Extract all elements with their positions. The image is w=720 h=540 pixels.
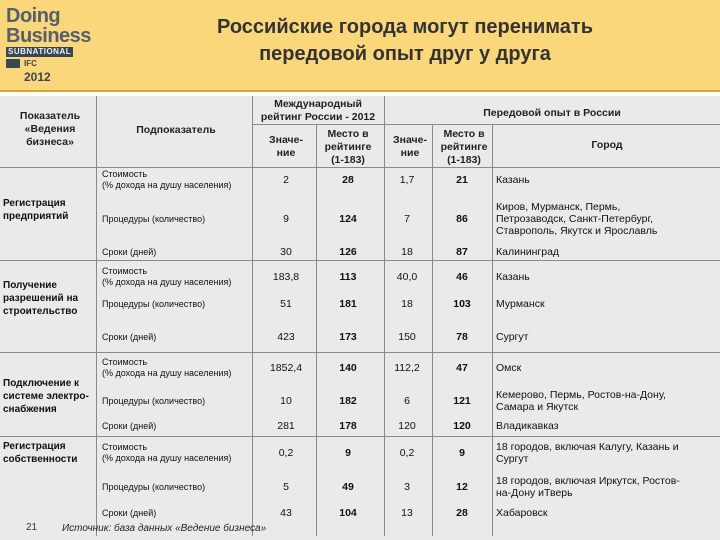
logo-line-business: Business: [6, 25, 91, 47]
logo-line-doing: Doing: [6, 5, 61, 27]
header-indicator: Показатель «Ведения бизнеса»: [19, 110, 81, 148]
header-rank: Место в рейтинге (1-183): [324, 128, 372, 166]
row-subindicator: Стоимость (% дохода на душу населения): [102, 357, 232, 378]
row-subindicator: Стоимость (% дохода на душу населения): [102, 266, 232, 287]
row-value: 281: [277, 420, 295, 432]
row-rank: 182: [339, 395, 357, 407]
doing-business-logo: [6, 4, 90, 82]
row-best-rank: 86: [456, 213, 468, 225]
row-rank: 140: [339, 362, 357, 374]
logo-line-subnational: SUBNATIONAL: [8, 47, 72, 56]
row-subindicator: Процедуры (количество): [102, 298, 206, 309]
row-rank: 113: [339, 271, 357, 283]
grid-line: [384, 96, 385, 536]
row-city: Сургут: [496, 331, 529, 343]
world-bank-icon: [6, 59, 20, 68]
group-electricity: Подключение к системе электро- снабжения: [3, 377, 89, 415]
row-best-value: 13: [401, 507, 413, 519]
row-value: 0,2: [278, 447, 294, 459]
row-rank: 178: [339, 420, 357, 432]
row-subindicator: Сроки (дней): [102, 420, 157, 431]
row-city: Владикавказ: [496, 420, 559, 432]
row-subindicator: Сроки (дней): [102, 331, 157, 342]
logo-ifc: IFC: [24, 59, 37, 68]
row-city: 18 городов, включая Иркутск, Ростов- на-Дону иТверь: [496, 475, 680, 499]
row-value: 10: [280, 395, 292, 407]
row-rank: 181: [339, 298, 357, 310]
row-value: 51: [280, 298, 292, 310]
grid-line: [252, 124, 720, 125]
row-best-value: 40,0: [396, 271, 418, 283]
row-city: Калининград: [496, 246, 560, 258]
row-city: 18 городов, включая Калугу, Казань и Сургут: [496, 441, 679, 465]
row-value: 2: [283, 174, 289, 186]
row-rank: 124: [339, 213, 357, 225]
header-best-value: Значе- ние: [393, 134, 427, 159]
row-city: Киров, Мурманск, Пермь, Петрозаводск, Санкт-Петербург, Ставрополь, Якутск и Ярославль: [496, 201, 658, 237]
row-best-value: 0,2: [399, 447, 415, 459]
row-rank: 49: [342, 481, 354, 493]
grid-line: [0, 260, 720, 261]
row-value: 183,8: [272, 271, 300, 283]
row-best-rank: 121: [453, 395, 471, 407]
row-best-value: 1,7: [399, 174, 415, 186]
source-note: Источник: база данных «Ведение бизнеса»: [62, 523, 267, 534]
row-best-rank: 21: [456, 174, 468, 186]
row-value: 423: [277, 331, 295, 343]
row-subindicator: Процедуры (количество): [102, 213, 206, 224]
row-city: Казань: [496, 174, 530, 186]
row-rank: 173: [339, 331, 357, 343]
row-city: Кемерово, Пермь, Ростов-на-Дону, Самара и Якутск: [496, 389, 666, 413]
grid-line: [96, 96, 97, 536]
row-subindicator: Сроки (дней): [102, 246, 157, 257]
row-subindicator: Процедуры (количество): [102, 481, 206, 492]
row-city: Казань: [496, 271, 530, 283]
row-best-value: 7: [404, 213, 410, 225]
grid-line: [0, 352, 720, 353]
page-number: 21: [26, 522, 38, 533]
group-business-registration: Регистрация предприятий: [3, 198, 69, 222]
row-best-value: 6: [404, 395, 410, 407]
row-value: 9: [283, 213, 289, 225]
row-best-value: 150: [398, 331, 416, 343]
logo-bank-row: [6, 59, 37, 68]
row-rank: 9: [345, 447, 351, 459]
row-best-rank: 28: [456, 507, 468, 519]
row-rank: 126: [339, 246, 357, 258]
row-best-rank: 47: [456, 362, 468, 374]
row-best-rank: 9: [459, 447, 465, 459]
grid-line: [252, 96, 253, 536]
row-best-value: 3: [404, 481, 410, 493]
row-value: 43: [280, 507, 292, 519]
group-property-registration: Регистрация собственности: [3, 441, 78, 465]
header-best-rank: Место в рейтинге (1-183): [440, 128, 488, 166]
grid-line: [0, 436, 720, 437]
row-rank: 104: [339, 507, 357, 519]
header-value: Значе- ние: [269, 134, 303, 159]
row-best-rank: 120: [453, 420, 471, 432]
row-best-value: 18: [401, 246, 413, 258]
row-value: 5: [283, 481, 289, 493]
row-best-value: 120: [398, 420, 416, 432]
row-best-rank: 12: [456, 481, 468, 493]
slide-title: Российские города могут перенимать передовой опыт друг у друга: [216, 16, 594, 65]
row-value: 30: [280, 246, 292, 258]
row-subindicator: Процедуры (количество): [102, 395, 206, 406]
row-best-rank: 103: [453, 298, 471, 310]
group-construction-permits: Получение разрешений на строительство: [3, 279, 79, 317]
row-subindicator: Стоимость (% дохода на душу населения): [102, 169, 232, 190]
row-value: 1852,4: [269, 362, 303, 374]
row-city: Омск: [496, 362, 522, 374]
row-city: Хабаровск: [496, 507, 548, 519]
row-best-rank: 87: [456, 246, 468, 258]
row-subindicator: Сроки (дней): [102, 507, 157, 518]
header-subindicator: Подпоказатель: [136, 124, 216, 136]
row-best-value: 18: [401, 298, 413, 310]
header-international-rating: Международный рейтинг России - 2012: [260, 98, 376, 123]
row-best-value: 112,2: [394, 362, 420, 374]
row-subindicator: Стоимость (% дохода на душу населения): [102, 442, 232, 463]
logo-year: 2012: [24, 70, 51, 84]
grid-line: [432, 124, 433, 536]
header-divider: [0, 90, 720, 92]
row-best-rank: 78: [456, 331, 468, 343]
row-rank: 28: [342, 174, 354, 186]
row-best-rank: 46: [456, 271, 468, 283]
header-best-practice: Передовой опыт в России: [483, 107, 621, 119]
header-city: Город: [591, 139, 623, 151]
grid-line: [492, 124, 493, 536]
row-city: Мурманск: [496, 298, 545, 310]
